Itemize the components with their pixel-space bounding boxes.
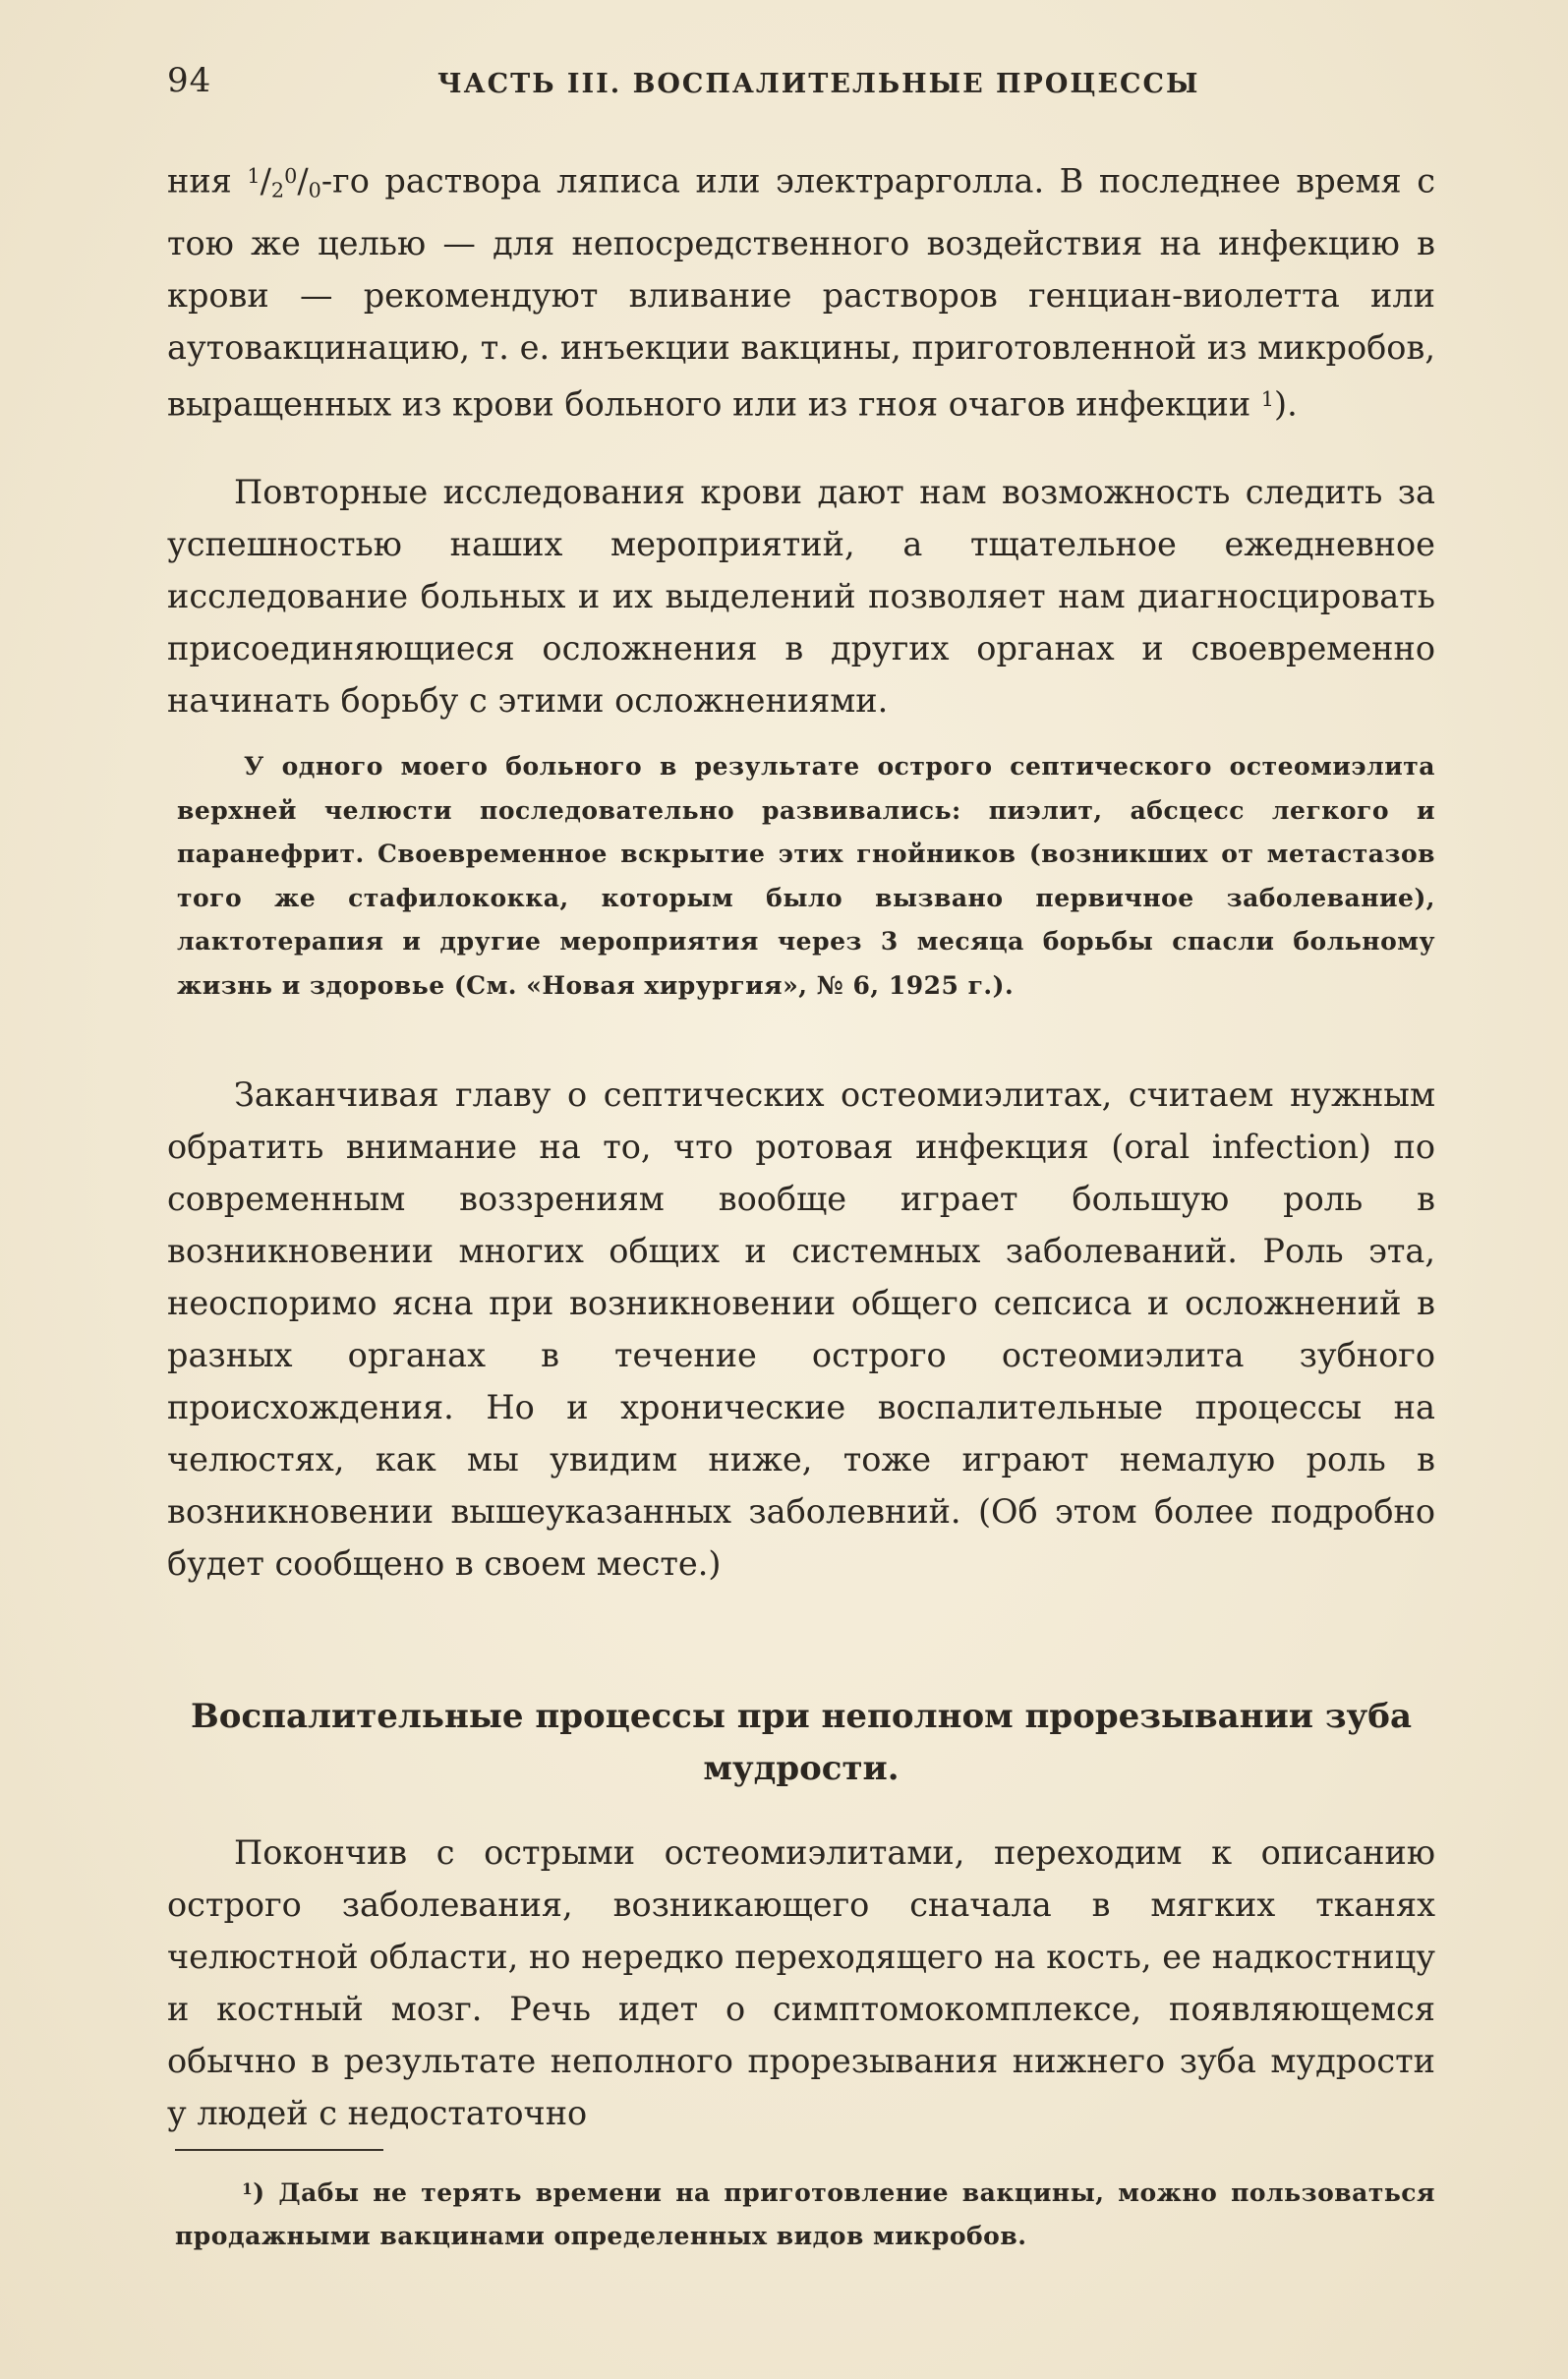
case-note: У одного моего больного в результате острого септического остеомиэлита верхней челюсти последовательно развивались: пиэлит, абсцесс легкого и паранефрит. Своевременное вскрытие этих гнойников (возникших от метастазов того же стафилококка, которым было вызвано первичное заболевание), лактотерапия и другие мероприятия через 3 месяца борьбы спасли больному жизнь и здоровье (См. «Новая хирургия», № 6, 1925 г.). [177,752,1435,1000]
percent-sup: 0 [284,164,298,188]
percent-sub: 0 [308,178,321,203]
page-number: 94 [167,61,212,100]
paragraph-1 [167,150,1435,430]
page-header [167,61,1435,110]
paragraph-1-text: -го раствора ляписа или электрарголла. В последнее время с тою же целью — для непосредственного воздействия на инфекцию в крови — рекомендуют вливание растворов генциан-виолетта или аутовакцинацию, т. е. инъекции вакцины, приготовленной из микробов, выращенных из крови больного или из гноя очагов инфекции [167,161,1435,423]
running-head: ЧАСТЬ III. ВОСПАЛИТЕЛЬНЫЕ ПРОЦЕССЫ [437,69,1200,99]
footnote-reference: 1 [1260,386,1275,411]
footnote-text: ) Дабы не терять времени на приготовление вакцины, можно пользоваться продажными вакцинами определенных видов микробов. [175,2177,1435,2250]
footnote [175,2168,1435,2258]
footnote-marker: 1 [242,2179,254,2198]
paragraph-1-end: ). [1274,383,1298,423]
section-title: Воспалительные процессы при неполном прорезывании зуба мудрости. [190,1697,1413,1788]
fraction-numerator: 1 [247,164,261,188]
percent-slash: / [297,161,309,201]
paragraph-2: Повторные исследования крови дают нам возможность следить за успешностью наших мероприятий, а тщательное ежедневное исследование больных и их выделений позволяет нам диагносцировать присоединяющиеся осложнения в других органах и своевременно начинать борьбу с этими осложнениями. [167,473,1435,720]
fraction-slash: / [260,161,271,201]
paragraph-3: Заканчивая главу о септических остеомиэлитах, считаем нужным обратить внимание на то, что ротовая инфекция (oral infection) по современным воззрениям вообще играет большую роль в возникновении многих общих и системных заболеваний. Роль эта, неоспоримо ясна при возникновении общего сепсиса и осложнений в разных органах в течение острого остеомиэлита зубного происхождения. Но и хронические воспалительные процессы на челюстях, как мы увидим ниже, тоже играют немалую роль в возникновении вышеуказанных заболевний. (Об этом более подробно будет сообщено в своем месте.) [167,1075,1435,1583]
footnote-divider [175,2149,383,2151]
fraction-denominator: 2 [270,178,285,203]
paragraph-4: Покончив с острыми остеомиэлитами, переходим к описанию острого заболевания, возникающего сначала в мягких тканях челюстной области, но нередко переходящего на кость, ее надкостницу и костный мозг. Речь идет о симптомокомплексе, появляющемся обычно в результате неполного прорезывания нижнего зуба мудрости у людей с недостаточно [167,1833,1435,2132]
paragraph-1-start: ния [167,161,248,201]
